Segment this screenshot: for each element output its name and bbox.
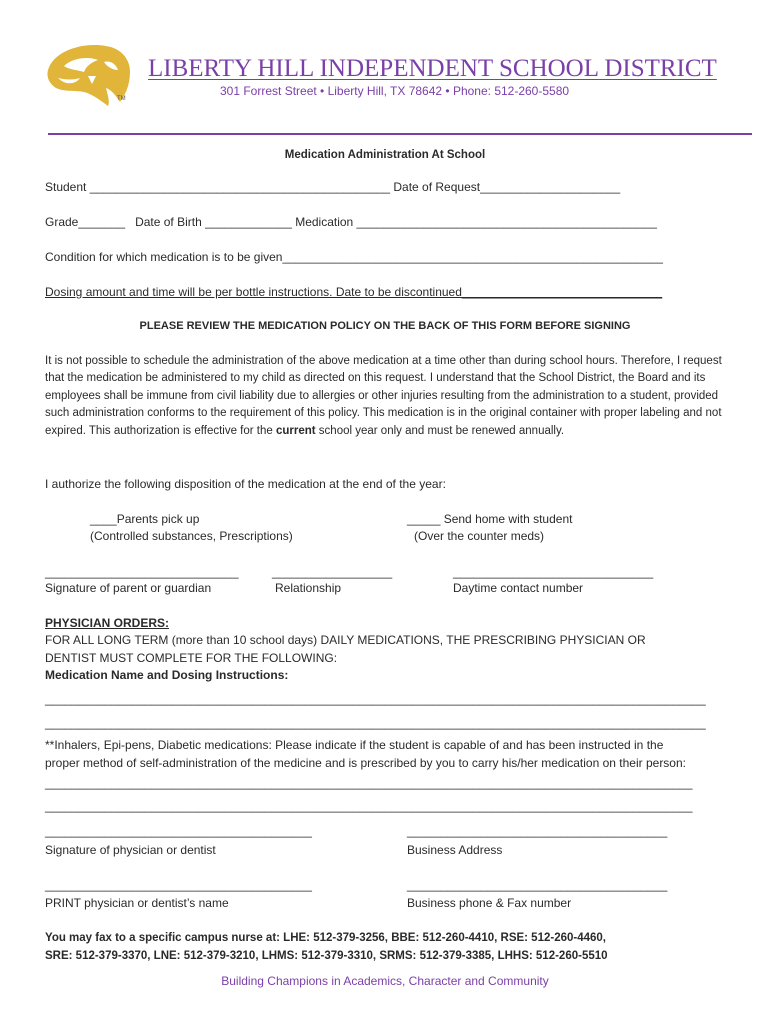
trademark-mark: TM — [117, 96, 126, 102]
dosing-instructions-line-2[interactable]: ___________________________________________________________________________________________________ — [45, 716, 706, 730]
self-administration-line-1[interactable]: _________________________________________________________________________________________________ — [45, 776, 693, 790]
nurse-fax-numbers — [45, 930, 735, 965]
physician-print-name-field[interactable]: ________________________________________ — [45, 878, 312, 892]
nurse-fax-line-1: You may fax to a specific campus nurse at: LHE: 512-379-3256, BBE: 512-260-4410, RSE: 512-260-4460, — [45, 932, 606, 944]
district-name: LIBERTY HILL INDEPENDENT SCHOOL DISTRICT — [148, 55, 717, 82]
district-address: 301 Forrest Street • Liberty Hill, TX 78642 • Phone: 512-260-5580 — [220, 84, 570, 98]
physician-signature-label: Signature of physician or dentist — [45, 843, 216, 857]
parent-signature-label: Signature of parent or guardian — [45, 581, 212, 595]
header-divider — [48, 133, 752, 135]
policy-notice: PLEASE REVIEW THE MEDICATION POLICY ON THE BACK OF THIS FORM BEFORE SIGNING — [139, 320, 631, 332]
grade-dob-medication-line[interactable]: Grade_______ Date of Birth _____________ Medication _____________________________________________ — [45, 215, 657, 229]
long-term-instructions-2: DENTIST MUST COMPLETE FOR THE FOLLOWING: — [45, 651, 338, 665]
long-term-instructions-1: FOR ALL LONG TERM (more than 10 school days) DAILY MEDICATIONS, THE PRESCRIBING PHYSICIAN OR — [45, 633, 646, 647]
option-parents-pick-up[interactable]: ____Parents pick up — [90, 512, 200, 526]
physician-orders-heading: PHYSICIAN ORDERS: — [45, 616, 170, 630]
physician-print-name-label: PRINT physician or dentist’s name — [45, 896, 229, 910]
form-title: Medication Administration At School — [284, 149, 486, 161]
daytime-contact-label: Daytime contact number — [453, 581, 584, 595]
nurse-fax-line-2: SRE: 512-379-3370, LNE: 512-379-3210, LHMS: 512-379-3310, SRMS: 512-379-3385, LHHS: 512-260-5510 — [45, 949, 608, 962]
condition-line[interactable]: Condition for which medication is to be given_________________________________________________________ — [45, 250, 663, 264]
relationship-field[interactable]: __________________ — [272, 565, 393, 579]
district-motto: Building Champions in Academics, Character and Community — [221, 974, 549, 988]
business-address-field[interactable]: _______________________________________ — [407, 824, 668, 838]
paragraph-bold-current: current — [275, 424, 316, 437]
self-administration-line-2[interactable]: _________________________________________________________________________________________________ — [45, 799, 693, 813]
self-administration-note-1: **Inhalers, Epi-pens, Diabetic medications: Please indicate if the student is capable of and has been instructed in the — [45, 738, 664, 752]
paragraph-text-before: It is not possible to schedule the administration of the above medication at a time other than during school hours. Therefore, I request that the medication be administered to my child as directed on this request. I understand that the School District, the Board and its employees shall be immune from civil liability due to allergies or other injuries resulting from the administration to a student, provided such administration conforms to the requirement of this policy. This medication is in the original container with proper labeling and not expired. This authorization is effective for the — [45, 355, 722, 437]
option-send-home-note: (Over the counter meds) — [414, 529, 545, 543]
authorize-line: I authorize the following disposition of the medication at the end of the year: — [45, 477, 446, 491]
physician-signature-field[interactable]: ________________________________________ — [45, 824, 312, 838]
dosing-instructions-line-1[interactable]: ___________________________________________________________________________________________________ — [45, 692, 706, 706]
business-phone-fax-field[interactable]: _______________________________________ — [407, 878, 668, 892]
self-administration-note-2: proper method of self-administration of the medicine and is prescribed by you to carry his/her medication on their person: — [45, 756, 686, 770]
business-address-label: Business Address — [407, 843, 503, 857]
business-phone-fax-label: Business phone & Fax number — [407, 896, 572, 910]
authorization-paragraph — [45, 353, 735, 440]
paragraph-text-after: school year only and must be renewed annually. — [315, 424, 565, 437]
relationship-label: Relationship — [275, 581, 342, 595]
daytime-contact-field[interactable]: ______________________________ — [453, 565, 654, 579]
dosing-line[interactable]: Dosing amount and time will be per bottle instructions. Date to be discontinued______________________________ — [45, 285, 663, 299]
option-send-home[interactable]: _____ Send home with student — [407, 512, 573, 526]
parent-signature-field[interactable]: _____________________________ — [45, 565, 239, 579]
student-line[interactable]: Student _____________________________________________ Date of Request_____________________ — [45, 180, 621, 194]
option-parents-pick-up-note: (Controlled substances, Prescriptions) — [90, 529, 293, 543]
dosing-instructions-heading: Medication Name and Dosing Instructions: — [45, 668, 289, 682]
